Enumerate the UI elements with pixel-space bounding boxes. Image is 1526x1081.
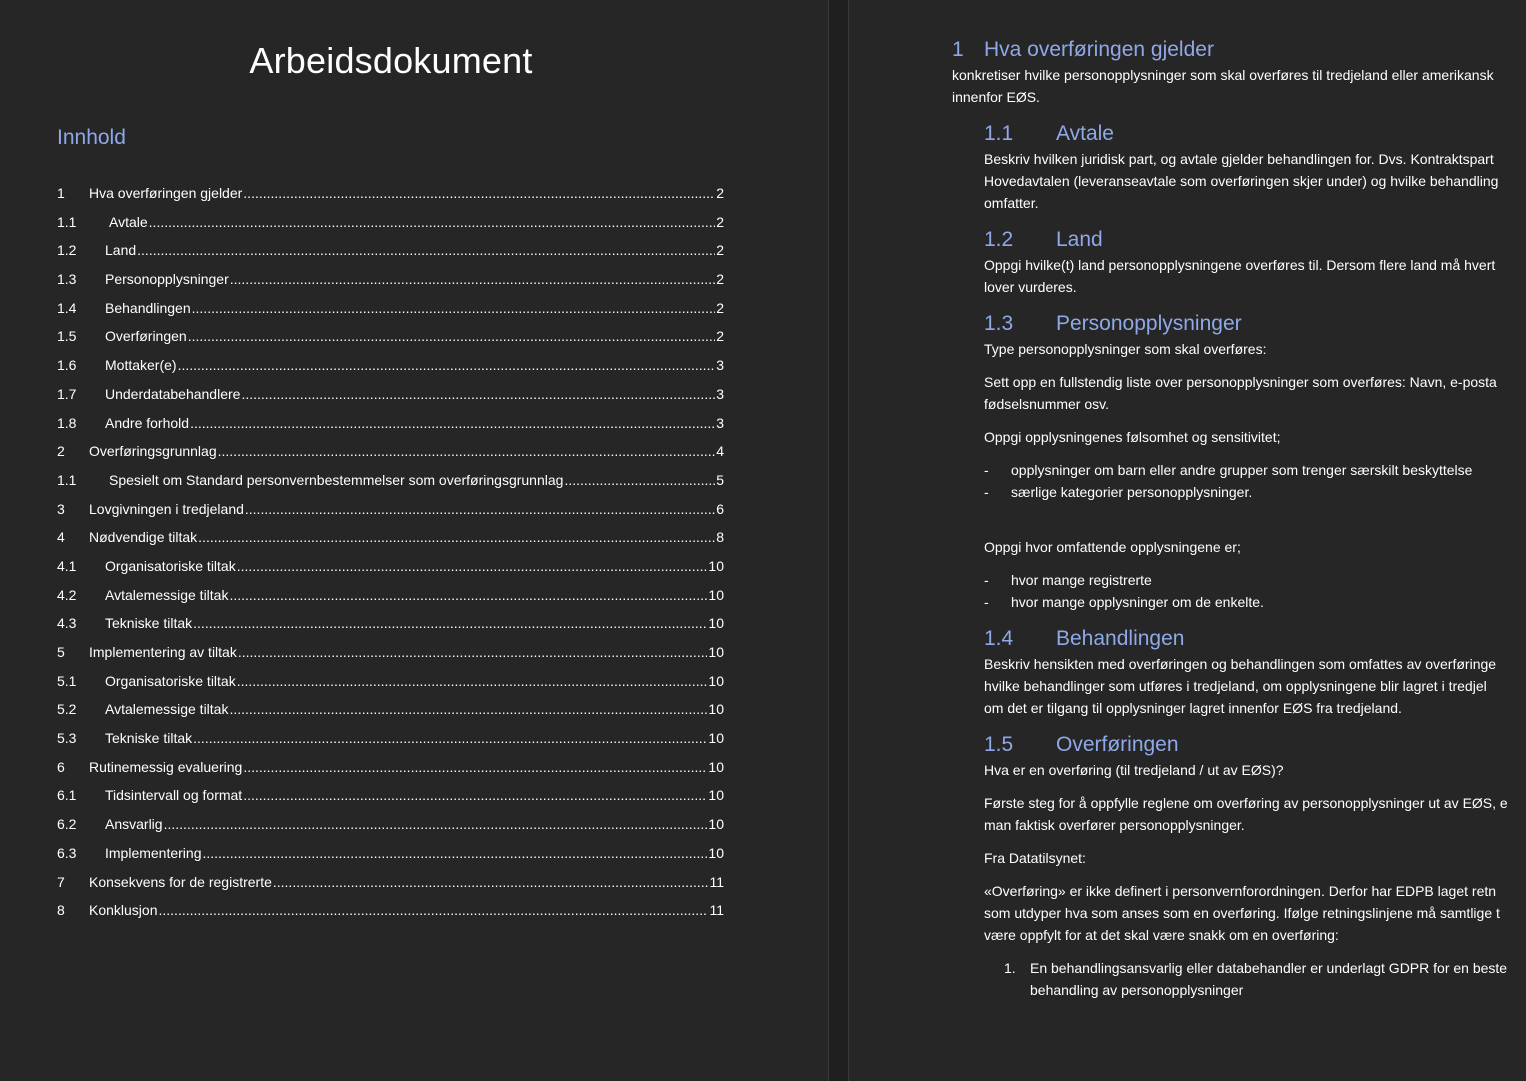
dash-marker: -: [984, 462, 989, 478]
heading-title: Personopplysninger: [1056, 312, 1242, 335]
toc-entry[interactable]: [57, 415, 724, 444]
heading-title: Avtale: [1056, 122, 1114, 145]
toc-entry-title: Ansvarlig: [105, 816, 163, 833]
list-item: [984, 569, 1526, 591]
toc-entry[interactable]: [57, 185, 724, 214]
toc-entry[interactable]: [57, 816, 724, 845]
toc-entry[interactable]: [57, 242, 724, 271]
toc-entry-number: 3: [57, 500, 65, 517]
toc-entry-title: Avtale: [109, 213, 148, 230]
toc-entry-page: 10: [708, 557, 724, 574]
toc-entry-page: 10: [708, 844, 724, 861]
paragraph: Beskriv hensikten med overføringen og behandlingen som omfattes av overføringe: [984, 656, 1497, 672]
heading-number: 1.4: [984, 627, 1014, 650]
heading-number: 1.5: [984, 733, 1014, 756]
toc-dot-leader: [159, 902, 709, 918]
toc-dot-leader: [243, 185, 715, 201]
toc-entry-page: 10: [708, 615, 724, 632]
toc-entry-number: 6.2: [57, 816, 77, 833]
toc-entry-title: Organisatoriske tiltak: [105, 672, 236, 689]
list-line: behandling av personopplysninger: [1030, 982, 1244, 998]
paragraph: innenfor EØS.: [952, 89, 1040, 105]
paragraph: Første steg for å oppfylle reglene om overføring av personopplysninger ut av EØS, e: [984, 795, 1508, 811]
toc-entry-title: Rutinemessig evaluering: [89, 758, 243, 775]
heading-title: Hva overføringen gjelder: [984, 38, 1214, 61]
toc-entry-page: 3: [716, 357, 724, 374]
toc-entry-title: Andre forhold: [105, 414, 190, 431]
toc-entry-number: 1.3: [57, 271, 77, 288]
heading-1[interactable]: [952, 36, 1526, 64]
toc-entry-page: 6: [716, 500, 724, 517]
toc-dot-leader: [564, 472, 715, 488]
toc-entry[interactable]: [57, 558, 724, 587]
toc-entry-title: Organisatoriske tiltak: [105, 557, 236, 574]
paragraph: omfatter.: [984, 195, 1039, 211]
list-item-text: opplysninger om barn eller andre grupper som trenger særskilt beskyttelse: [1011, 462, 1473, 478]
toc-entry[interactable]: [57, 214, 724, 243]
list-item: [1004, 957, 1526, 1001]
toc-entry-page: 10: [708, 586, 724, 603]
heading-title: Behandlingen: [1056, 627, 1185, 650]
toc-entry-page: 2: [716, 213, 724, 230]
toc-entry[interactable]: [57, 730, 724, 759]
toc-dot-leader: [237, 673, 708, 689]
right-page: [849, 0, 1526, 1081]
toc-entry-number: 5: [57, 644, 65, 660]
toc-entry-title: Spesielt om Standard personvernbestemmelser som overføringsgrunnlag: [109, 471, 564, 488]
heading-1-2[interactable]: [984, 226, 1526, 254]
toc-entry-page: 10: [708, 758, 724, 775]
toc-entry-page: 4: [716, 443, 724, 460]
toc-entry-number: 4.1: [57, 557, 77, 574]
toc-entry-title: Underdatabehandlere: [105, 385, 241, 402]
toc-entry[interactable]: [57, 328, 724, 357]
toc-entry-page: 11: [709, 902, 724, 919]
toc-dot-leader: [243, 787, 707, 803]
list-line: En behandlingsansvarlig eller databehandler er underlagt GDPR for en beste: [1030, 960, 1508, 976]
toc-entry-title: Overføringen: [105, 328, 187, 345]
toc-entry-number: 1.4: [57, 299, 77, 316]
toc-entry[interactable]: [57, 644, 724, 673]
paragraph: konkretiser hvilke personopplysninger som skal overføres til tredjeland eller amerikansk: [952, 67, 1494, 83]
list-item-text: hvor mange opplysninger om de enkelte.: [1011, 594, 1264, 610]
paragraph: hvilke behandlinger som utføres i tredjeland, om opplysningene blir lagret i tredjel: [984, 678, 1487, 694]
toc-dot-leader: [203, 845, 708, 861]
toc-entry[interactable]: [57, 845, 724, 874]
page-gutter: [828, 0, 849, 1081]
toc-entry-number: 6: [57, 758, 65, 775]
toc-entry-page: 8: [716, 529, 724, 546]
toc-entry-number: 6.1: [57, 787, 77, 804]
paragraph: fødselsnummer osv.: [984, 396, 1109, 412]
toc-dot-leader: [178, 357, 716, 373]
paragraph: «Overføring» er ikke definert i personvernforordningen. Derfor har EDPB laget retn: [984, 883, 1497, 899]
toc-dot-leader: [241, 386, 715, 402]
toc-entry-page: 2: [716, 328, 724, 345]
list-item-text: hvor mange registrerte: [1011, 572, 1152, 588]
toc-entry-title: Nødvendige tiltak: [89, 529, 198, 546]
toc-entry-number: 8: [57, 902, 65, 919]
paragraph: lover vurderes.: [984, 279, 1077, 295]
toc-dot-leader: [229, 701, 707, 717]
toc-entry[interactable]: [57, 271, 724, 300]
toc-dot-leader: [237, 558, 708, 574]
toc-dot-leader: [193, 730, 707, 746]
dash-marker: -: [984, 594, 989, 610]
toc-entry[interactable]: [57, 443, 724, 472]
toc-entry-page: 10: [708, 701, 724, 718]
toc-entry-title: Tekniske tiltak: [105, 730, 193, 747]
table-of-contents: [57, 185, 724, 931]
toc-entry[interactable]: [57, 701, 724, 730]
toc-dot-leader: [164, 816, 708, 832]
toc-entry-number: 2: [57, 443, 65, 460]
toc-entry-number: 1: [57, 185, 65, 201]
toc-entry-page: 10: [708, 730, 724, 747]
toc-entry-title: Overføringsgrunnlag: [89, 443, 217, 460]
toc-entry[interactable]: [57, 615, 724, 644]
toc-entry-number: 4.3: [57, 615, 77, 632]
toc-entry-title: Tekniske tiltak: [105, 615, 193, 632]
toc-entry-number: 1.6: [57, 357, 77, 374]
dash-marker: -: [984, 572, 989, 588]
toc-entry-number: 7: [57, 873, 65, 890]
toc-entry-title: Behandlingen: [105, 299, 191, 316]
toc-entry[interactable]: [57, 300, 724, 329]
toc-dot-leader: [238, 644, 708, 660]
toc-dot-leader: [229, 587, 707, 603]
bullet-list: [984, 569, 1526, 613]
toc-entry-title: Implementering: [105, 844, 202, 861]
paragraph: man faktisk overfører personopplysninger.: [984, 817, 1245, 833]
toc-dot-leader: [273, 874, 709, 890]
toc-entry-number: 1.8: [57, 414, 77, 431]
toc-entry-title: Tidsintervall og format: [105, 787, 243, 804]
paragraph: Oppgi hvor omfattende opplysningene er;: [984, 539, 1241, 555]
paragraph: Hovedavtalen (leveranseavtale som overføringen skjer under) og hvilke behandling: [984, 173, 1499, 189]
heading-number: 1.3: [984, 312, 1014, 335]
toc-entry[interactable]: [57, 386, 724, 415]
toc-entry-number: 1.7: [57, 385, 77, 402]
toc-entry[interactable]: [57, 874, 724, 903]
toc-dot-leader: [243, 759, 707, 775]
toc-entry-page: 10: [708, 672, 724, 689]
toc-dot-leader: [192, 300, 716, 316]
toc-entry[interactable]: [57, 673, 724, 702]
toc-entry-title: Implementering av tiltak: [89, 644, 237, 660]
toc-entry-title: Land: [105, 242, 137, 259]
toc-entry-number: 1.1: [57, 213, 77, 230]
list-item-text: [1030, 957, 1526, 1001]
heading-title: Overføringen: [1056, 733, 1179, 756]
bullet-list: [984, 459, 1526, 503]
toc-entry[interactable]: [57, 587, 724, 616]
toc-entry[interactable]: [57, 759, 724, 788]
paragraph: Sett opp en fullstendig liste over personopplysninger som overføres: Navn, e-posta: [984, 374, 1497, 390]
toc-entry-page: 3: [716, 385, 724, 402]
toc-entry-number: 1.1: [57, 471, 77, 488]
heading-number: 1: [952, 38, 964, 61]
paragraph: om det er tilgang til opplysninger lagret innenfor EØS fra tredjeland.: [984, 700, 1402, 716]
toc-dot-leader: [149, 214, 716, 230]
toc-dot-leader: [218, 443, 716, 459]
toc-entry-number: 6.3: [57, 844, 77, 861]
toc-entry-number: 4.2: [57, 586, 77, 603]
toc-entry-page: 2: [716, 271, 724, 288]
toc-dot-leader: [137, 242, 715, 258]
toc-dot-leader: [193, 615, 707, 631]
paragraph: som utdyper hva som anses som en overføring. Ifølge retningslinjene må samtlige t: [984, 905, 1500, 921]
heading-number: 1.2: [984, 228, 1014, 251]
paragraph: Oppgi opplysningenes følsomhet og sensitivitet;: [984, 429, 1281, 445]
heading-1-3[interactable]: [984, 310, 1526, 338]
toc-entry[interactable]: [57, 501, 724, 530]
toc-entry-page: 2: [716, 299, 724, 316]
toc-entry-title: Lovgivningen i tredjeland: [89, 500, 244, 517]
toc-entry-title: Avtalemessige tiltak: [105, 701, 229, 718]
list-item: [984, 459, 1526, 481]
heading-1-1[interactable]: [984, 120, 1526, 148]
toc-entry-title: Avtalemessige tiltak: [105, 586, 229, 603]
toc-entry-page: 2: [716, 185, 724, 201]
toc-entry[interactable]: [57, 357, 724, 386]
toc-entry-number: 5.3: [57, 730, 77, 747]
heading-title: Land: [1056, 228, 1103, 251]
toc-entry-number: 1.5: [57, 328, 77, 345]
numbered-list: [1004, 957, 1526, 1001]
paragraph: Beskriv hvilken juridisk part, og avtale gjelder behandlingen for. Dvs. Kontraktspart: [984, 151, 1494, 167]
list-item: [984, 591, 1526, 613]
toc-dot-leader: [230, 271, 715, 287]
toc-entry[interactable]: [57, 529, 724, 558]
list-number: 1.: [1004, 960, 1016, 976]
toc-dot-leader: [188, 328, 716, 344]
toc-entry-title: Personopplysninger: [105, 271, 229, 288]
toc-entry-number: 4: [57, 529, 65, 546]
toc-entry-title: Konklusjon: [89, 902, 158, 919]
toc-entry-page: 10: [708, 816, 724, 833]
toc-entry-number: 1.2: [57, 242, 77, 259]
dash-marker: -: [984, 484, 989, 500]
toc-entry-title: Hva overføringen gjelder: [89, 185, 243, 201]
toc-dot-leader: [198, 529, 715, 545]
toc-entry[interactable]: [57, 902, 724, 931]
toc-entry-page: 5: [716, 471, 724, 488]
toc-heading: Innhold: [57, 126, 126, 149]
paragraph: Fra Datatilsynet:: [984, 850, 1086, 866]
paragraph: Oppgi hvilke(t) land personopplysningene overføres til. Dersom flere land må hvert: [984, 257, 1496, 273]
toc-entry-page: 3: [716, 414, 724, 431]
paragraph: Hva er en overføring (til tredjeland / ut av EØS)?: [984, 762, 1284, 778]
paragraph: være oppfylt for at det skal være snakk om en overføring:: [984, 927, 1339, 943]
toc-entry-page: 2: [716, 242, 724, 259]
toc-dot-leader: [190, 415, 715, 431]
toc-entry-page: 11: [709, 873, 724, 890]
toc-entry[interactable]: [57, 787, 724, 816]
page-content: [952, 36, 1526, 1001]
heading-number: 1.1: [984, 122, 1014, 145]
toc-entry[interactable]: [57, 472, 724, 501]
toc-entry-number: 5.1: [57, 672, 77, 689]
toc-entry-title: Mottaker(e): [105, 357, 177, 374]
toc-entry-number: 5.2: [57, 701, 77, 718]
heading-1-4[interactable]: [984, 625, 1526, 653]
toc-entry-title: Konsekvens for de registrerte: [89, 873, 272, 890]
toc-dot-leader: [245, 501, 715, 517]
document-title: Arbeidsdokument: [249, 40, 533, 81]
list-item-text: særlige kategorier personopplysninger.: [1011, 484, 1253, 500]
paragraph: Type personopplysninger som skal overføres:: [984, 341, 1267, 357]
toc-entry-page: 10: [708, 644, 724, 660]
list-item: [984, 481, 1526, 503]
heading-1-5[interactable]: [984, 731, 1526, 759]
toc-entry-page: 10: [708, 787, 724, 804]
